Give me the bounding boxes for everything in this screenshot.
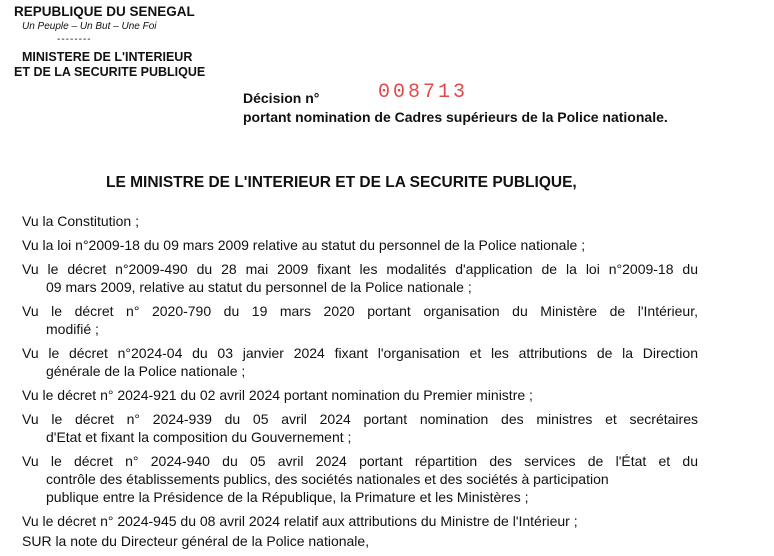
visa-decree-2020-790: [22, 302, 698, 338]
visa-line-continuation: contrôle des établissements publics, des sociétés nationales et des sociétés à participation: [46, 471, 609, 487]
national-motto: Un Peuple – Un But – Une Foi: [22, 21, 157, 32]
visa-line: Vu le décret n°2009-490 du 28 mai 2009 fixant les modalités d'application de la loi n°2009-18 du: [22, 261, 698, 277]
visa-line-continuation: 09 mars 2009, relative au statut du personnel de la Police nationale ;: [46, 279, 472, 295]
ministry-name-line2: ET DE LA SECURITE PUBLIQUE: [14, 65, 206, 79]
decision-subject: portant nomination de Cadres supérieurs de la Police nationale.: [243, 109, 668, 125]
visa-decree-2009-490: [22, 260, 698, 296]
visa-director-note: [22, 532, 698, 550]
visa-line: Vu le décret n° 2024-921 du 02 avril 2024 portant nomination du Premier ministre ;: [22, 387, 533, 403]
visa-decree-2024-04: [22, 344, 698, 380]
visa-decree-2024-921: [22, 386, 698, 404]
visa-line: Vu le décret n°2024-04 du 03 janvier 2024 fixant l'organisation et les attributions de la Direction: [22, 345, 698, 361]
visa-line-continuation: publique entre la Présidence de la République, la Primature et les Ministères ;: [46, 489, 529, 505]
visa-law-2009-18: [22, 236, 698, 254]
visa-line-continuation: modifié ;: [46, 321, 99, 337]
visa-line: SUR la note du Directeur général de la Police nationale,: [22, 533, 370, 549]
visa-line: Vu le décret n° 2024-940 du 05 avril 2024 portant répartition des services de l'État et du: [22, 453, 698, 469]
visa-line-continuation: générale de la Police nationale ;: [46, 363, 246, 379]
visa-line: Vu la Constitution ;: [22, 213, 139, 229]
visa-line: Vu le décret n° 2024-939 du 05 avril 2024 portant nomination des ministres et secrétaires: [22, 411, 698, 427]
visa-line: Vu le décret n° 2024-945 du 08 avril 2024 relatif aux attributions du Ministre de l'Intérieur ;: [22, 513, 578, 529]
separator: --------: [57, 34, 92, 45]
decision-label: Décision n°: [243, 90, 320, 106]
visa-decree-2024-939: [22, 410, 698, 446]
visa-line-continuation: d'Etat et fixant la composition du Gouvernement ;: [46, 429, 352, 445]
visa-constitution: [22, 212, 698, 230]
republic-title: REPUBLIQUE DU SENEGAL: [14, 4, 195, 19]
minister-heading: LE MINISTRE DE L'INTERIEUR ET DE LA SECURITE PUBLIQUE,: [106, 174, 577, 191]
visa-decree-2024-945: [22, 512, 698, 530]
decision-number: 008713: [378, 81, 469, 104]
visa-line: Vu la loi n°2009-18 du 09 mars 2009 relative au statut du personnel de la Police nationale ;: [22, 237, 586, 253]
visa-line: Vu le décret n° 2020-790 du 19 mars 2020 portant organisation du Ministère de l'Intérieur,: [22, 303, 698, 319]
visa-decree-2024-940: [22, 452, 698, 506]
ministry-name-line1: MINISTERE DE L'INTERIEUR: [22, 50, 193, 64]
